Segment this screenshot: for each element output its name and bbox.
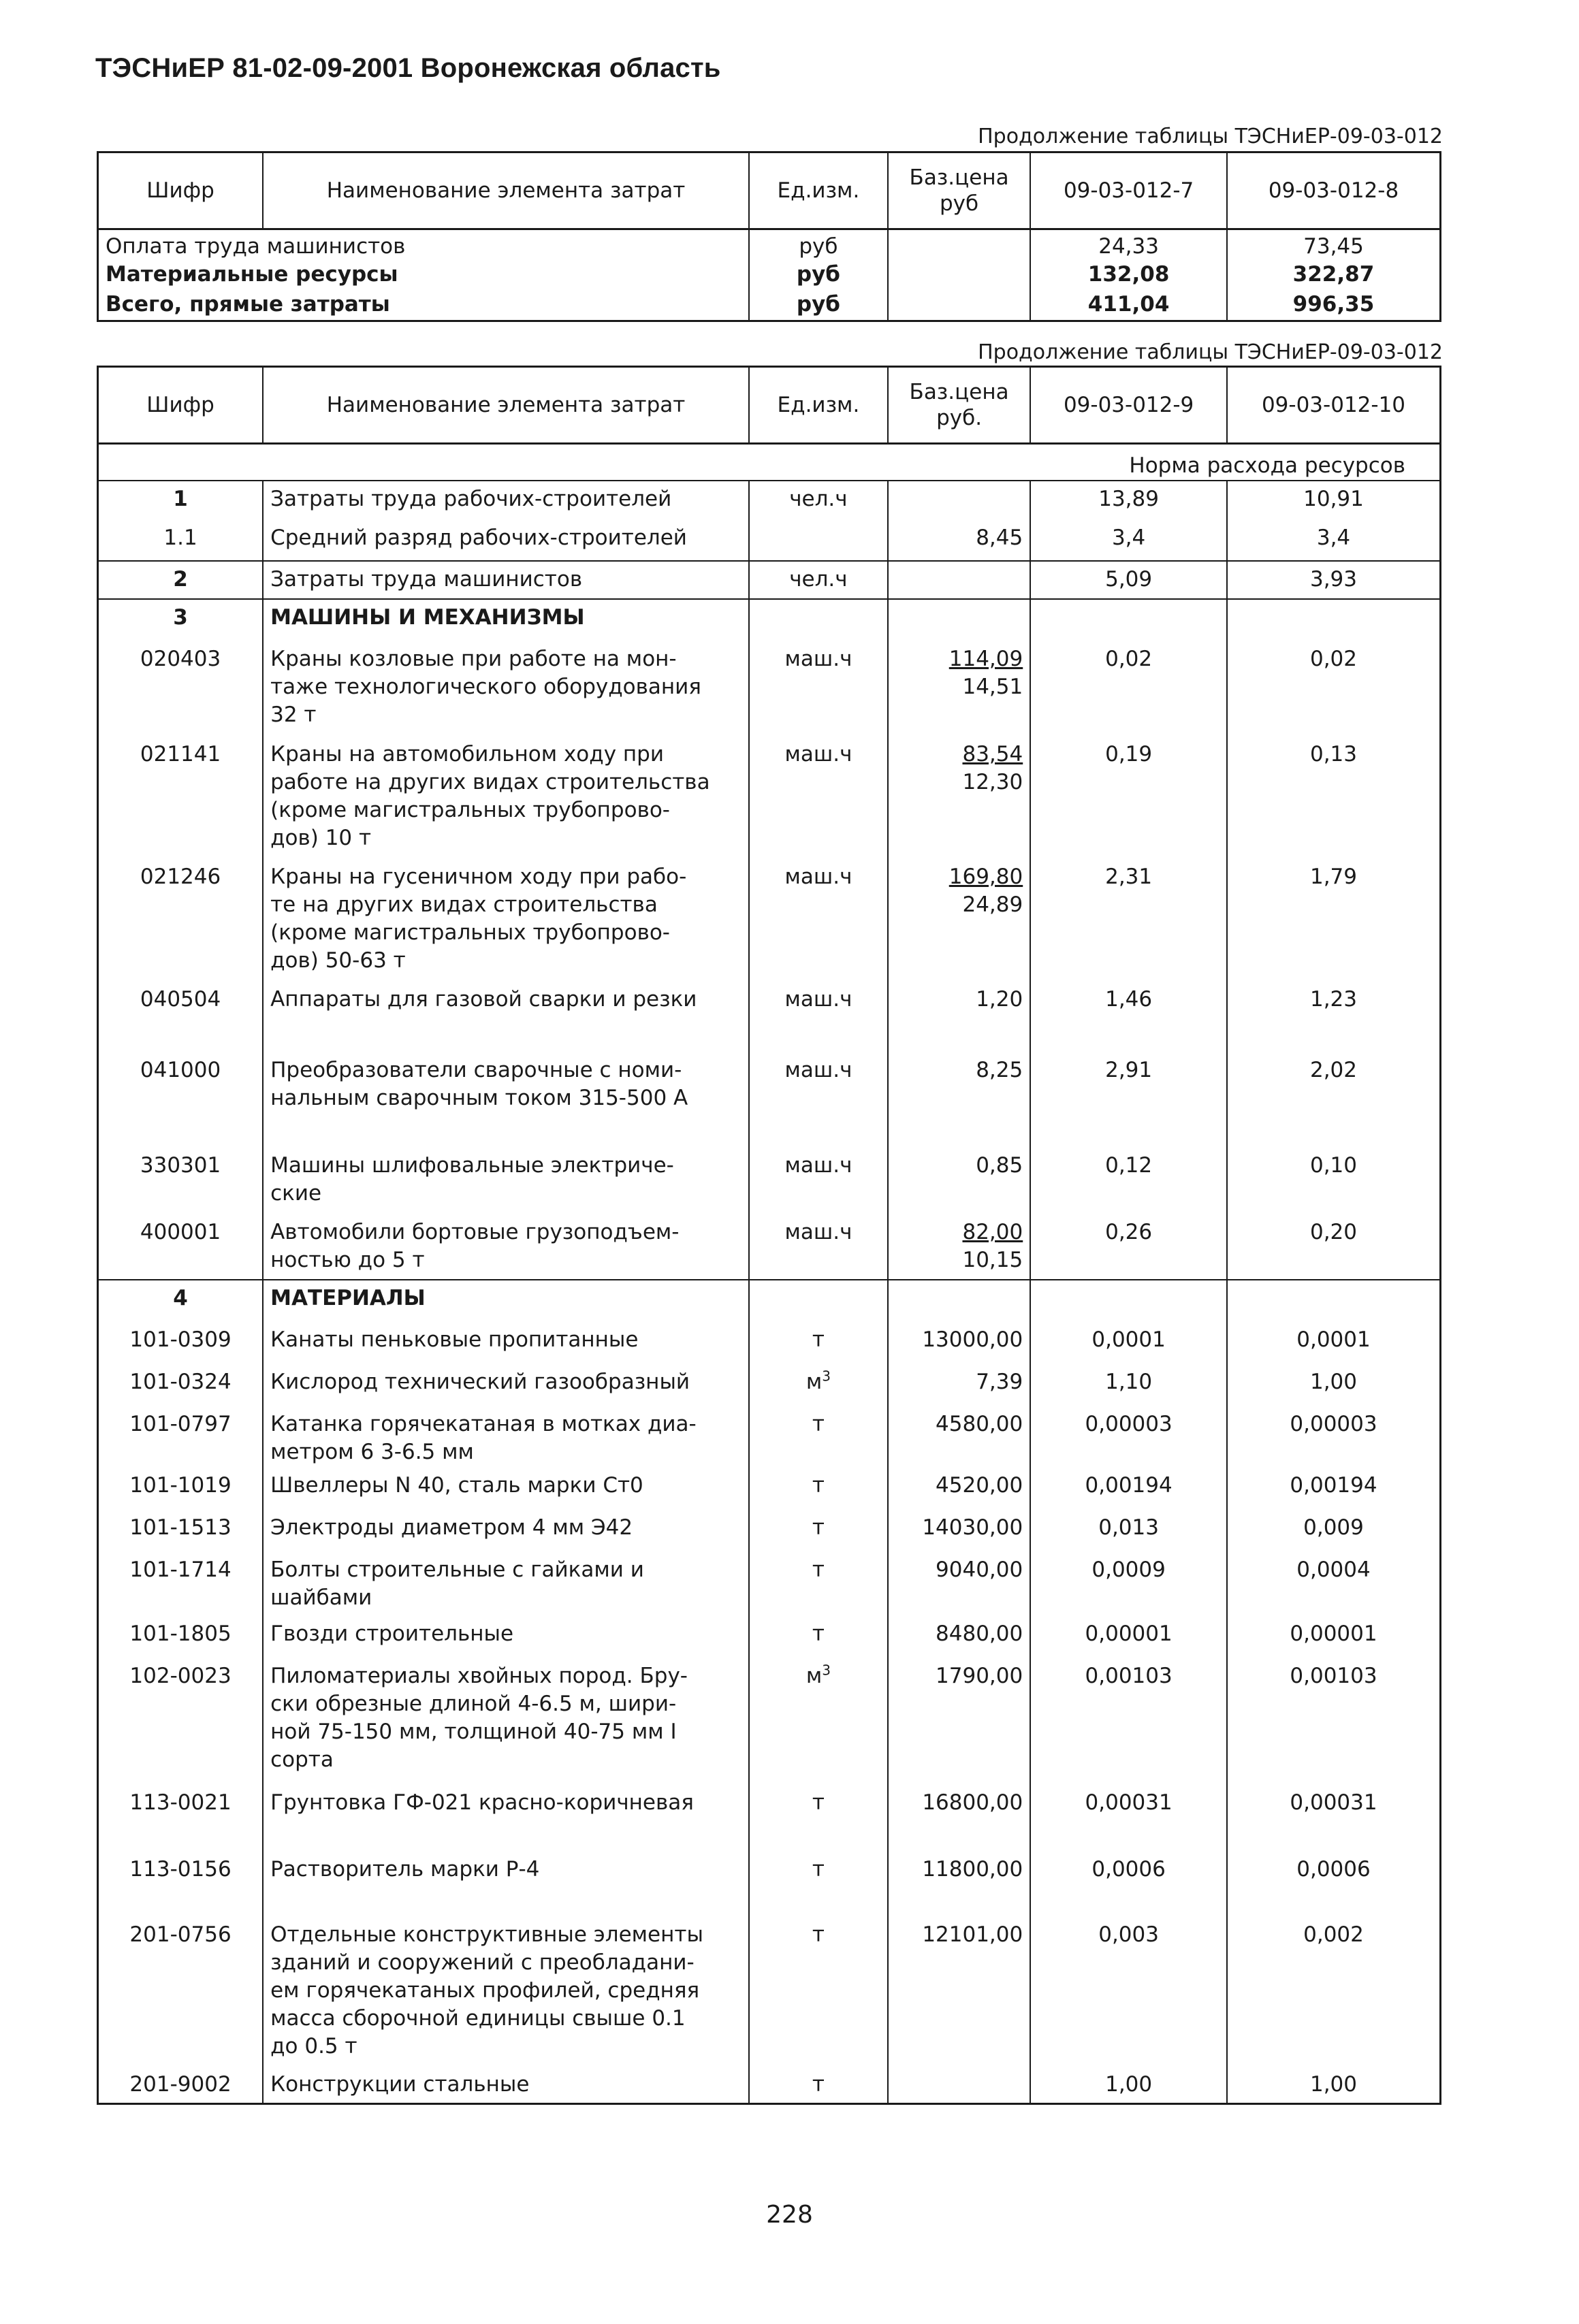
row-base-price bbox=[888, 2067, 1030, 2103]
table2-continuation-caption: Продолжение таблицы ТЭСНиЕР-09-03-012 bbox=[978, 340, 1443, 364]
row-base-price bbox=[888, 520, 1030, 561]
base-price-value: 7,39 bbox=[976, 1370, 1023, 1394]
row-value-v1: 0,00194 bbox=[1030, 1468, 1227, 1510]
summary-row bbox=[98, 261, 1441, 291]
row-name: Машины шлифовальные электриче- ские bbox=[263, 1148, 749, 1214]
row-base-price bbox=[888, 641, 1030, 737]
row-value-v2: 0,02 bbox=[1227, 641, 1441, 737]
table-row bbox=[98, 1364, 1441, 1406]
base-price-value: 13000,00 bbox=[922, 1327, 1023, 1352]
row-unit: т bbox=[749, 1917, 888, 2067]
row-base-price bbox=[888, 599, 1030, 641]
header-unit: Ед.изм. bbox=[749, 152, 888, 229]
row-base-price bbox=[888, 1406, 1030, 1468]
table-row bbox=[98, 641, 1441, 737]
table-row bbox=[98, 481, 1441, 520]
table-row bbox=[98, 1510, 1441, 1552]
row-unit bbox=[749, 1658, 888, 1785]
row-value-v1: 0,00103 bbox=[1030, 1658, 1227, 1785]
row-unit: т bbox=[749, 1785, 888, 1852]
table-row bbox=[98, 1917, 1441, 2067]
row-unit bbox=[749, 599, 888, 641]
row-value-v2: 2,02 bbox=[1227, 1052, 1441, 1148]
header-name: Наименование элемента затрат bbox=[263, 152, 749, 229]
row-name: Конструкции стальные bbox=[263, 2067, 749, 2103]
base-price-wage-value: 12,30 bbox=[962, 770, 1023, 794]
row-unit: руб bbox=[749, 229, 888, 261]
table-row bbox=[98, 1785, 1441, 1852]
row-name: Аппараты для газовой сварки и резки bbox=[263, 982, 749, 1052]
row-value-v1: 1,10 bbox=[1030, 1364, 1227, 1406]
row-value-v1: 2,31 bbox=[1030, 859, 1227, 982]
norm-label-row bbox=[98, 444, 1441, 481]
row-unit: т bbox=[749, 1552, 888, 1616]
row-base-price bbox=[888, 1917, 1030, 2067]
row-value-v2: 1,79 bbox=[1227, 859, 1441, 982]
row-base-price bbox=[888, 1214, 1030, 1280]
table-row bbox=[98, 859, 1441, 982]
table-row bbox=[98, 1468, 1441, 1510]
row-code: 1.1 bbox=[163, 526, 197, 550]
base-price-wage-value: 10,15 bbox=[962, 1248, 1023, 1272]
row-value-v2: 0,0004 bbox=[1227, 1552, 1441, 1616]
row-value-v2: 322,87 bbox=[1227, 261, 1441, 291]
row-code: 113-0156 bbox=[129, 1857, 232, 1882]
row-code: 101-0309 bbox=[129, 1327, 232, 1352]
header-code: Шифр bbox=[98, 367, 264, 444]
row-value-v2: 3,4 bbox=[1227, 520, 1441, 561]
base-price-value: 8,25 bbox=[976, 1058, 1023, 1082]
base-price-wage-value: 24,89 bbox=[962, 892, 1023, 917]
table-row bbox=[98, 1052, 1441, 1148]
row-value-v2: 10,91 bbox=[1227, 481, 1441, 520]
base-price-wage-value: 14,51 bbox=[962, 675, 1023, 699]
header-base-price: Баз.цена руб. bbox=[888, 367, 1030, 444]
row-base-price bbox=[888, 859, 1030, 982]
row-base-price bbox=[888, 1616, 1030, 1658]
row-name: Растворитель марки Р-4 bbox=[263, 1852, 749, 1917]
row-base-price bbox=[888, 1658, 1030, 1785]
row-value-v1: 3,4 bbox=[1030, 520, 1227, 561]
row-unit: т bbox=[749, 1406, 888, 1468]
row-value-v2: 0,002 bbox=[1227, 1917, 1441, 2067]
row-code: 3 bbox=[98, 599, 264, 641]
row-name: Краны козловые при работе на мон- таже технологического оборудования 32 т bbox=[263, 641, 749, 737]
base-price-value: 9040,00 bbox=[936, 1558, 1023, 1582]
header-col-v1: 09-03-012-7 bbox=[1030, 152, 1227, 229]
row-name: Краны на автомобильном ходу при работе на других видах строительства (кроме магистральных трубопрово- дов) 10 т bbox=[263, 737, 749, 859]
row-code: 102-0023 bbox=[129, 1664, 232, 1688]
row-code: 4 bbox=[98, 1280, 264, 1322]
summary-table-header bbox=[98, 152, 1441, 229]
row-base-price bbox=[888, 1468, 1030, 1510]
row-unit: маш.ч bbox=[749, 982, 888, 1052]
row-value-v1: 0,013 bbox=[1030, 1510, 1227, 1552]
row-value-v1: 0,00031 bbox=[1030, 1785, 1227, 1852]
row-value-v1: 0,00003 bbox=[1030, 1406, 1227, 1468]
row-name: Затраты труда машинистов bbox=[263, 561, 749, 599]
row-code: 400001 bbox=[140, 1220, 221, 1244]
header-col-v2: 09-03-012-8 bbox=[1227, 152, 1441, 229]
row-code: 113-0021 bbox=[129, 1790, 232, 1815]
row-unit: маш.ч bbox=[749, 641, 888, 737]
row-value-v1: 2,91 bbox=[1030, 1052, 1227, 1148]
row-value-v2: 1,00 bbox=[1227, 1364, 1441, 1406]
base-price-value: 4520,00 bbox=[936, 1473, 1023, 1498]
row-code: 330301 bbox=[140, 1153, 221, 1178]
row-name: Грунтовка ГФ-021 красно-коричневая bbox=[263, 1785, 749, 1852]
row-value-v2: 996,35 bbox=[1227, 291, 1441, 321]
row-unit: маш.ч bbox=[749, 1148, 888, 1214]
row-value-v1: 13,89 bbox=[1030, 481, 1227, 520]
row-value-v1: 0,0009 bbox=[1030, 1552, 1227, 1616]
resources-table bbox=[97, 366, 1441, 2105]
base-price-value: 169,80 bbox=[948, 865, 1023, 889]
row-unit: т bbox=[749, 2067, 888, 2103]
row-value-v1: 1,46 bbox=[1030, 982, 1227, 1052]
table-row bbox=[98, 520, 1441, 561]
base-price-value: 11800,00 bbox=[922, 1857, 1023, 1882]
header-col-v2: 09-03-012-10 bbox=[1227, 367, 1441, 444]
unit-label: $м^3$ bbox=[806, 1662, 831, 1688]
row-unit: маш.ч bbox=[749, 859, 888, 982]
row-code: 020403 bbox=[140, 647, 221, 671]
row-name: Кислород технический газообразный bbox=[263, 1364, 749, 1406]
row-value-v1: 0,003 bbox=[1030, 1917, 1227, 2067]
header-base-price: Баз.цена руб bbox=[888, 152, 1030, 229]
row-value-v1 bbox=[1030, 599, 1227, 641]
row-value-v2: 0,13 bbox=[1227, 737, 1441, 859]
base-price-value: 8,45 bbox=[976, 526, 1023, 550]
row-value-v1: 0,12 bbox=[1030, 1148, 1227, 1214]
row-value-v2: 0,0006 bbox=[1227, 1852, 1441, 1917]
row-unit: руб bbox=[749, 261, 888, 291]
table-row bbox=[98, 1552, 1441, 1616]
table-row bbox=[98, 1322, 1441, 1364]
table-row bbox=[98, 1214, 1441, 1280]
row-unit: чел.ч bbox=[749, 481, 888, 520]
row-name: Отдельные конструктивные элементы зданий и сооружений с преобладани- ем горячекатаных профилей, средняя масса сборочной единицы свыше 0.1 до 0.5 т bbox=[263, 1917, 749, 2067]
row-unit: маш.ч bbox=[749, 1214, 888, 1280]
row-code: 101-0797 bbox=[129, 1412, 232, 1436]
row-base-price bbox=[888, 561, 1030, 599]
row-value-v1: 1,00 bbox=[1030, 2067, 1227, 2103]
row-name: Всего, прямые затраты bbox=[106, 292, 390, 317]
base-price-value: 14030,00 bbox=[922, 1515, 1023, 1540]
row-name: Автомобили бортовые грузоподъем- ностью до 5 т bbox=[263, 1214, 749, 1280]
table-row bbox=[98, 1406, 1441, 1468]
row-name: Болты строительные с гайками и шайбами bbox=[263, 1552, 749, 1616]
row-value-v2: 1,00 bbox=[1227, 2067, 1441, 2103]
row-base-price bbox=[888, 1510, 1030, 1552]
row-name: МАШИНЫ И МЕХАНИЗМЫ bbox=[263, 599, 749, 641]
base-price-value: 83,54 bbox=[962, 742, 1023, 766]
row-value-v1: 0,02 bbox=[1030, 641, 1227, 737]
base-price-value: 16800,00 bbox=[922, 1790, 1023, 1815]
row-base-price bbox=[888, 737, 1030, 859]
table-row bbox=[98, 1148, 1441, 1214]
row-value-v1: 0,26 bbox=[1030, 1214, 1227, 1280]
table-row bbox=[98, 1852, 1441, 1917]
header-unit: Ед.изм. bbox=[749, 367, 888, 444]
row-code: 201-9002 bbox=[129, 2072, 232, 2097]
row-name: Катанка горячекатаная в мотках диа- метром 6 3-6.5 мм bbox=[263, 1406, 749, 1468]
row-name: Электроды диаметром 4 мм Э42 bbox=[263, 1510, 749, 1552]
row-value-v2: 0,00103 bbox=[1227, 1658, 1441, 1785]
table-row bbox=[98, 982, 1441, 1052]
row-code: 101-1714 bbox=[129, 1558, 232, 1582]
row-base-price bbox=[888, 982, 1030, 1052]
row-value-v1: 5,09 bbox=[1030, 561, 1227, 599]
table-row bbox=[98, 2067, 1441, 2103]
row-value-v1: 24,33 bbox=[1030, 229, 1227, 261]
row-value-v2: 0,20 bbox=[1227, 1214, 1441, 1280]
section-row bbox=[98, 1280, 1441, 1322]
row-value-v1: 0,19 bbox=[1030, 737, 1227, 859]
row-name: Оплата труда машинистов bbox=[106, 234, 406, 259]
row-value-v2: 3,93 bbox=[1227, 561, 1441, 599]
row-unit bbox=[749, 1364, 888, 1406]
section-row bbox=[98, 599, 1441, 641]
page-number: 228 bbox=[766, 2201, 813, 2229]
row-name: Преобразователи сварочные с номи- нальным сварочным током 315-500 А bbox=[263, 1052, 749, 1148]
row-unit bbox=[749, 520, 888, 561]
table-row bbox=[98, 1658, 1441, 1785]
row-unit: т bbox=[749, 1616, 888, 1658]
row-code: 101-1019 bbox=[129, 1473, 232, 1498]
row-value-v2: 0,009 bbox=[1227, 1510, 1441, 1552]
row-code: 041000 bbox=[140, 1058, 221, 1082]
summary-row bbox=[98, 291, 1441, 321]
row-name: Пиломатериалы хвойных пород. Бру- ски обрезные длиной 4-6.5 м, шири- ной 75-150 мм, толщиной 40-75 мм I сорта bbox=[263, 1658, 749, 1785]
row-name: Канаты пеньковые пропитанные bbox=[263, 1322, 749, 1364]
row-base-price bbox=[888, 1052, 1030, 1148]
resources-table-header bbox=[98, 367, 1441, 444]
table1-continuation-caption: Продолжение таблицы ТЭСНиЕР-09-03-012 bbox=[978, 125, 1443, 148]
header-code: Шифр bbox=[98, 152, 264, 229]
row-code: 2 bbox=[98, 561, 264, 599]
row-value-v2: 0,00194 bbox=[1227, 1468, 1441, 1510]
row-code: 201-0756 bbox=[129, 1922, 232, 1947]
row-name: Затраты труда рабочих-строителей bbox=[263, 481, 749, 520]
row-base-price bbox=[888, 1852, 1030, 1917]
row-code: 040504 bbox=[140, 987, 221, 1012]
row-name: МАТЕРИАЛЫ bbox=[263, 1280, 749, 1322]
norm-label: Норма расхода ресурсов bbox=[98, 444, 1441, 481]
row-unit bbox=[749, 1280, 888, 1322]
row-value-v2: 0,00031 bbox=[1227, 1785, 1441, 1852]
row-name: Швеллеры N 40, сталь марки Ст0 bbox=[263, 1468, 749, 1510]
header-name: Наименование элемента затрат bbox=[263, 367, 749, 444]
row-code: 101-1513 bbox=[129, 1515, 232, 1540]
row-unit: т bbox=[749, 1468, 888, 1510]
row-value-v2 bbox=[1227, 1280, 1441, 1322]
row-value-v2 bbox=[1227, 599, 1441, 641]
row-name: Средний разряд рабочих-строителей bbox=[263, 520, 749, 561]
table-row bbox=[98, 1616, 1441, 1658]
row-value-v1: 0,0006 bbox=[1030, 1852, 1227, 1917]
row-unit: маш.ч bbox=[749, 1052, 888, 1148]
row-unit: т bbox=[749, 1322, 888, 1364]
row-value-v1: 132,08 bbox=[1030, 261, 1227, 291]
row-code: 021246 bbox=[140, 865, 221, 889]
row-unit: руб bbox=[749, 291, 888, 321]
row-name: Краны на гусеничном ходу при рабо- те на других видах строительства (кроме магистральных трубопрово- дов) 50-63 т bbox=[263, 859, 749, 982]
base-price-value: 82,00 bbox=[962, 1220, 1023, 1244]
row-code: 101-1805 bbox=[129, 1621, 232, 1646]
row-value-v1 bbox=[1030, 1280, 1227, 1322]
row-base-price bbox=[888, 481, 1030, 520]
row-unit: чел.ч bbox=[749, 561, 888, 599]
row-unit: маш.ч bbox=[749, 737, 888, 859]
base-price-value: 12101,00 bbox=[922, 1922, 1023, 1947]
table-row bbox=[98, 737, 1441, 859]
base-price-value: 4580,00 bbox=[936, 1412, 1023, 1436]
row-value-v2: 73,45 bbox=[1227, 229, 1441, 261]
row-value-v2: 0,10 bbox=[1227, 1148, 1441, 1214]
row-code: 021141 bbox=[140, 742, 221, 766]
base-price-value: 1790,00 bbox=[936, 1664, 1023, 1688]
row-base-price bbox=[888, 1322, 1030, 1364]
row-value-v1: 0,00001 bbox=[1030, 1616, 1227, 1658]
row-base-price bbox=[888, 1785, 1030, 1852]
base-price-value: 0,85 bbox=[976, 1153, 1023, 1178]
summary-table bbox=[97, 151, 1441, 322]
base-price-value: 114,09 bbox=[948, 647, 1023, 671]
row-name: Гвозди строительные bbox=[263, 1616, 749, 1658]
row-value-v1: 411,04 bbox=[1030, 291, 1227, 321]
row-value-v1: 0,0001 bbox=[1030, 1322, 1227, 1364]
row-code: 1 bbox=[173, 487, 188, 511]
summary-row bbox=[98, 229, 1441, 261]
unit-label: $м^3$ bbox=[806, 1368, 831, 1394]
resources-rows bbox=[98, 481, 1441, 2103]
row-value-v2: 0,00001 bbox=[1227, 1616, 1441, 1658]
header-col-v1: 09-03-012-9 bbox=[1030, 367, 1227, 444]
row-unit: т bbox=[749, 1852, 888, 1917]
table-row bbox=[98, 561, 1441, 599]
row-base-price bbox=[888, 1148, 1030, 1214]
row-value-v2: 0,00003 bbox=[1227, 1406, 1441, 1468]
base-price-value: 8480,00 bbox=[936, 1621, 1023, 1646]
row-unit: т bbox=[749, 1510, 888, 1552]
row-name: Материальные ресурсы bbox=[106, 262, 398, 287]
base-price-value: 1,20 bbox=[976, 987, 1023, 1012]
row-code: 101-0324 bbox=[129, 1370, 232, 1394]
row-base-price bbox=[888, 1280, 1030, 1322]
row-base-price bbox=[888, 1552, 1030, 1616]
row-value-v2: 0,0001 bbox=[1227, 1322, 1441, 1364]
page-title: ТЭСНиЕР 81-02-09-2001 Воронежская область bbox=[95, 53, 721, 83]
row-base-price bbox=[888, 1364, 1030, 1406]
row-value-v2: 1,23 bbox=[1227, 982, 1441, 1052]
